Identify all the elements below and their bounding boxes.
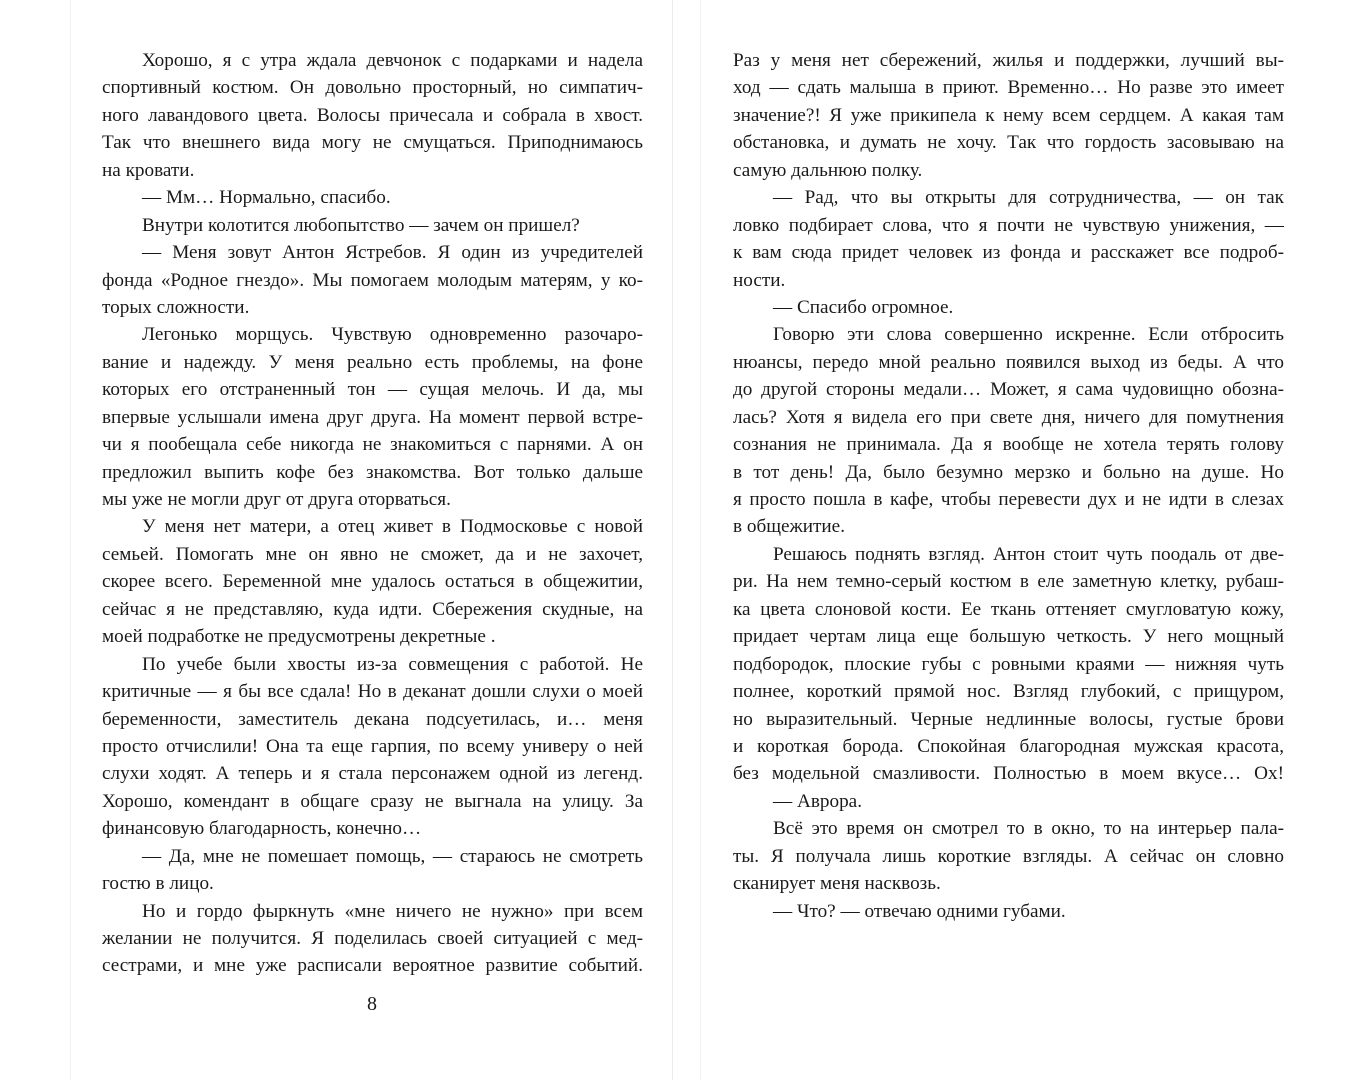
right-page-text bbox=[733, 47, 1284, 925]
left-page-text bbox=[102, 47, 643, 980]
text-line: спортивный костюм. Он довольно просторный, но симпатич- bbox=[102, 77, 643, 99]
text-line: предложил выпить кофе без знакомства. Вот только дальше bbox=[102, 461, 643, 483]
text-line: По учебе были хвосты из-за совмещения с работой. Не bbox=[142, 653, 643, 675]
text-line: лась? Хотя я видела его при свете дня, ничего для помутнения bbox=[733, 406, 1284, 428]
text-line: сознания не принимала. Да я вообще не хотела терять голову bbox=[733, 434, 1284, 456]
text-line: до другой стороны медали… Может, я сама чудовищно обозна- bbox=[733, 379, 1284, 401]
text-line: беременности, заместитель декана подсуетилась, и… меня bbox=[102, 708, 643, 730]
text-line: придает чертам лица еще большую четкость. У него мощный bbox=[733, 626, 1284, 648]
text-line: — Мм… Нормально, спасибо. bbox=[142, 187, 391, 209]
text-line: — Аврора. bbox=[773, 790, 862, 812]
text-line: фонда «Родное гнездо». Мы помогаем молодым матерям, у ко- bbox=[102, 269, 643, 291]
text-line: самую дальнюю полку. bbox=[733, 159, 923, 181]
text-line: значение?! Я уже прикипела к нему всем сердцем. А какая там bbox=[733, 104, 1284, 126]
text-line: слухи ходят. А теперь и я стала персонажем одной из легенд. bbox=[102, 763, 643, 785]
text-line: подбородок, плоские губы с ровными краями — нижняя чуть bbox=[733, 653, 1284, 675]
text-line: вание и надежду. У меня реально есть проблемы, на фоне bbox=[102, 351, 643, 373]
text-line: нюансы, передо мной реально появился выход из беды. А что bbox=[733, 351, 1284, 373]
text-line: мы уже не могли друг от друга оторваться. bbox=[102, 489, 451, 510]
text-line: торых сложности. bbox=[102, 296, 250, 318]
text-line: в общежитие. bbox=[733, 516, 845, 538]
text-line: Всё это время он смотрел то в окно, то на интерьер пала- bbox=[773, 818, 1284, 840]
text-line: Решаюсь поднять взгляд. Антон стоит чуть поодаль от две- bbox=[773, 543, 1284, 565]
text-line: Раз у меня нет сбережений, жилья и поддержки, лучший вы- bbox=[733, 50, 1284, 71]
text-line: финансовую благодарность, конечно… bbox=[102, 818, 422, 840]
text-line: ности. bbox=[733, 269, 786, 291]
text-line: моей подработке не предусмотрены декретные . bbox=[102, 626, 496, 648]
text-line: на кровати. bbox=[102, 159, 195, 181]
text-line: сейчас я не представляю, куда идти. Сбережения скудные, на bbox=[102, 598, 643, 620]
text-line: обстановка, и думать не хочу. Так что гордость засовываю на bbox=[733, 132, 1284, 154]
text-line: ход — сдать малыша в приют. Временно… Но разве это имеет bbox=[733, 77, 1284, 99]
text-line: Но и гордо фыркнуть «мне ничего не нужно» при всем bbox=[142, 900, 643, 922]
text-line: полнее, короткий прямой нос. Взгляд глубокий, с прищуром, bbox=[733, 681, 1284, 703]
text-line: к вам сюда придет человек из фонда и расскажет все подроб- bbox=[733, 242, 1284, 264]
text-line: — Да, мне не помешает помощь, — стараюсь не смотреть bbox=[142, 845, 643, 867]
text-line: — Рад, что вы открыты для сотрудничества, — он так bbox=[773, 187, 1284, 209]
text-line: ка цвета слоновой кости. Ее ткань оттеняет смугловатую кожу, bbox=[733, 598, 1284, 620]
text-line: впервые услышали имена друг друга. На момент первой встре- bbox=[102, 406, 643, 428]
text-line: без модельной смазливости. Полностью в моем вкусе… Ох! bbox=[733, 763, 1284, 785]
text-line: Так что внешнего вида могу не смущаться. Приподнимаюсь bbox=[102, 132, 643, 154]
text-line: желании не получится. Я поделилась своей ситуацией с мед- bbox=[102, 928, 643, 949]
text-line: чи я пообещала себе никогда не знакомиться с парнями. А он bbox=[102, 434, 643, 456]
text-line: сканирует меня насквозь. bbox=[733, 873, 941, 895]
text-line: У меня нет матери, а отец живет в Подмосковье с новой bbox=[142, 516, 643, 538]
text-line: сестрами, и мне уже расписали вероятное развитие событий. bbox=[102, 955, 643, 977]
text-line: в тот день! Да, было безумно мерзко и больно на душе. Но bbox=[733, 461, 1284, 483]
text-line: Говорю эти слова совершенно искренне. Если отбросить bbox=[773, 324, 1284, 346]
text-line: скорее всего. Беременной мне удалось остаться в общежитии, bbox=[102, 571, 643, 593]
page-number: 8 bbox=[367, 993, 377, 1015]
text-line: я просто пошла в кафе, чтобы перевести дух и не идти в слезах bbox=[733, 489, 1284, 510]
text-line: но выразительный. Черные недлинные волосы, густые брови bbox=[733, 708, 1284, 730]
text-line: критичные — я бы все сдала! Но в деканат дошли слухи о моей bbox=[102, 681, 643, 703]
text-line: гостю в лицо. bbox=[102, 873, 214, 895]
text-line: ного лавандового цвета. Волосы причесала и собрала в хвост. bbox=[102, 104, 643, 126]
text-line: и короткая борода. Спокойная благородная мужская красота, bbox=[733, 735, 1284, 757]
right-page bbox=[686, 0, 1372, 1080]
text-line: Хорошо, комендант в общаге сразу не выгнала на улицу. За bbox=[102, 790, 643, 812]
text-line: ты. Я получала лишь короткие взгляды. А сейчас он словно bbox=[733, 845, 1284, 867]
text-line: которых его отстраненный тон — сущая мелочь. И да, мы bbox=[102, 379, 643, 401]
text-line: — Меня зовут Антон Ястребов. Я один из учредителей bbox=[142, 242, 643, 264]
text-line: — Что? — отвечаю одними губами. bbox=[773, 900, 1066, 922]
text-line: Внутри колотится любопытство — зачем он пришел? bbox=[142, 214, 580, 236]
text-line: семьей. Помогать мне он явно не сможет, да и не захочет, bbox=[102, 543, 643, 565]
text-line: Легонько морщусь. Чувствую одновременно разочаро- bbox=[142, 324, 643, 346]
text-line: ри. На нем темно-серый костюм в еле заметную клетку, рубаш- bbox=[733, 571, 1284, 593]
text-line: ловко подбирает слова, что я почти не чувствую унижения, — bbox=[733, 214, 1284, 236]
text-line: Хорошо, я с утра ждала девчонок с подарками и надела bbox=[142, 50, 643, 71]
text-line: просто отчислили! Она та еще гарпия, по всему универу о ней bbox=[102, 735, 643, 757]
text-line: — Спасибо огромное. bbox=[773, 296, 954, 318]
